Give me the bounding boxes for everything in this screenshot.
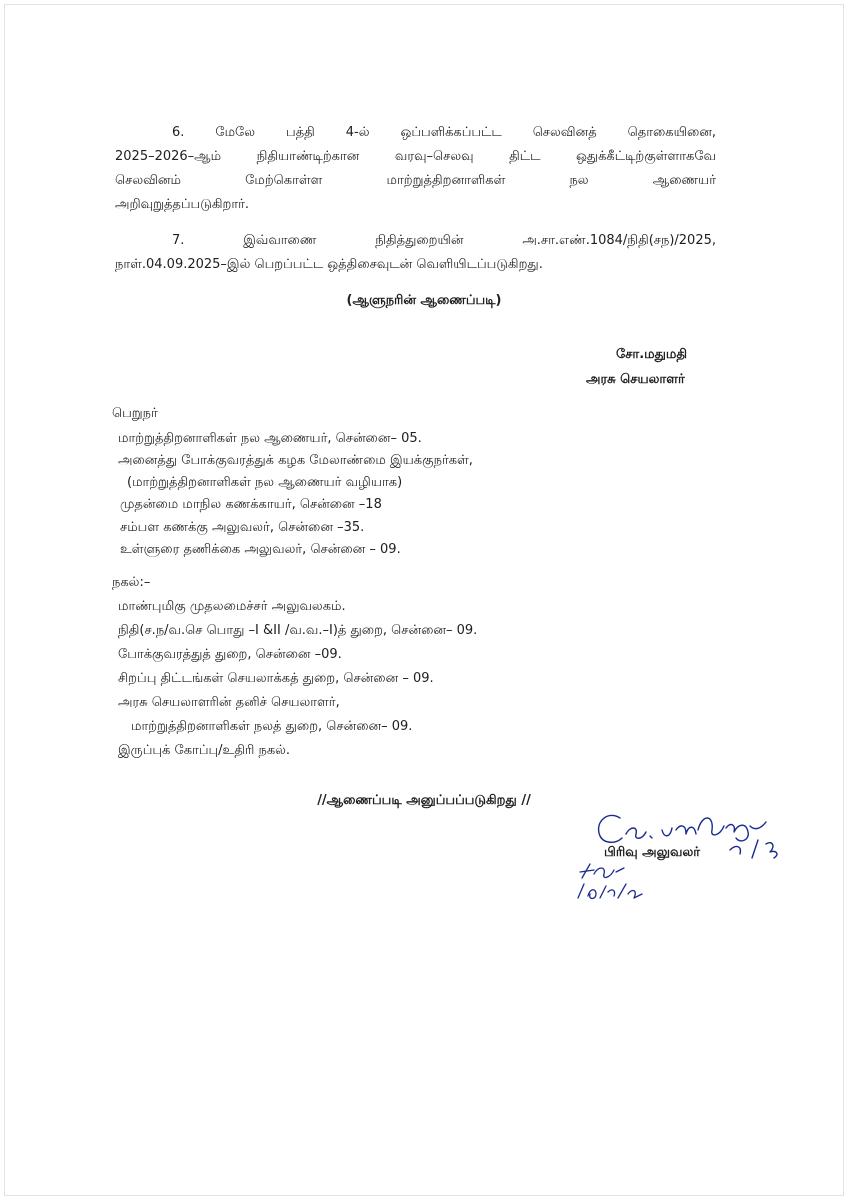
copy-item: அரசு செயலாளரின் தனிச் செயலாளர், xyxy=(118,695,340,710)
order-by-governor: (ஆளுநரின் ஆணைப்படி) xyxy=(346,293,502,308)
initials-strokes xyxy=(578,864,642,899)
copy-item: மாற்றுத்திறனாளிகள் நலத் துறை, சென்னை– 09. xyxy=(131,719,413,734)
recipient-item: அனைத்து போக்குவரத்துக் கழக மேலாண்மை இயக்குநர்கள், xyxy=(118,453,473,468)
recipient-item: முதன்மை மாநில கணக்காயர், சென்னை –18 xyxy=(120,497,382,512)
section-officer: பிரிவு அலுவலர் xyxy=(604,845,701,860)
copy-item: சிறப்பு திட்டங்கள் செயலாக்கத் துறை, சென்னை – 09. xyxy=(118,671,434,686)
para7-line1: 7. இவ்வாணை நிதித்துறையின் அ.சா.எண்.1084/நிதி(சந)/2025, xyxy=(172,233,716,248)
forwarded-as-ordered: //ஆணைப்படி அனுப்பப்படுகிறது // xyxy=(317,793,531,808)
handwritten-initials-date xyxy=(572,858,652,908)
recipient-item: சம்பள கணக்கு அலுவலர், சென்னை –35. xyxy=(120,520,365,535)
recipient-item: உள்ளுரை தணிக்கை அலுவலர், சென்னை – 09. xyxy=(120,542,401,557)
signatory-name: சோ.மதுமதி xyxy=(616,347,688,362)
copy-item: நிதி(ச.ந/வ.செ பொது –I &II /வ.வ.–I)த் துறை, சென்னை– 09. xyxy=(118,623,478,638)
copies-heading: நகல்:– xyxy=(112,575,151,590)
para6-line2: 2025–2026–ஆம் நிதியாண்டிற்கான வரவு–செலவு திட்ட ஒதுக்கீட்டிற்குள்ளாகவே xyxy=(115,149,716,164)
recipient-item: (மாற்றுத்திறனாளிகள் நல ஆணையர் வழியாக) xyxy=(127,475,403,490)
recipient-item: மாற்றுத்திறனாளிகள் நல ஆணையர், சென்னை– 05. xyxy=(118,431,422,446)
para7-line2: நாள்.04.09.2025–இல் பெறப்பட்ட ஒத்திசைவுடன் வெளியிடப்படுகிறது. xyxy=(115,257,543,272)
copy-item: போக்குவரத்துத் துறை, சென்னை –09. xyxy=(118,647,342,662)
signatory-title: அரசு செயலாளர் xyxy=(586,372,685,387)
copy-item: மாண்புமிகு முதலமைச்சர் அலுவலகம். xyxy=(118,599,346,614)
recipients-heading: பெறுநர் xyxy=(112,406,158,421)
para6-line1: 6. மேலே பத்தி 4-ல் ஒப்பளிக்கப்பட்ட செலவினத் தொகையினை, xyxy=(172,125,716,140)
para6-line4: அறிவுறுத்தப்படுகிறார். xyxy=(115,197,250,212)
para6-line3: செலவினம் மேற்கொள்ள மாற்றுத்திறனாளிகள் நல ஆணையர் xyxy=(115,173,716,188)
copy-item: இருப்புக் கோப்பு/உதிரி நகல். xyxy=(118,743,291,758)
